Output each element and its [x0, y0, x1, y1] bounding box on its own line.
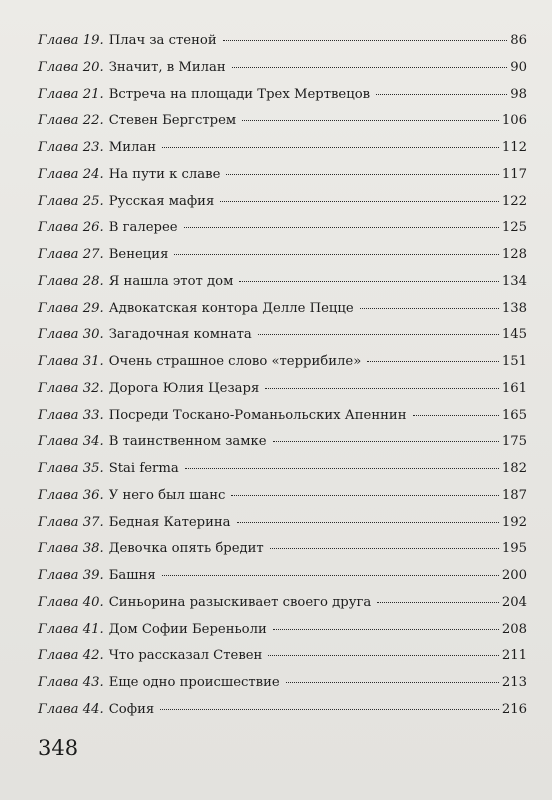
chapter-word: Глава — [38, 113, 79, 129]
chapter-page: 86 — [510, 33, 527, 48]
chapter-number: 35 — [82, 461, 100, 476]
chapter-label: Глава 21. — [38, 86, 104, 102]
chapter-title: Башня — [108, 568, 156, 583]
chapter-label: Глава 34. — [38, 434, 104, 450]
chapter-word: Глава — [38, 193, 79, 209]
toc-entry — [38, 349, 527, 376]
chapter-number: 38 — [82, 541, 100, 557]
toc-entry — [38, 483, 527, 510]
chapter-page: 216 — [501, 701, 527, 717]
chapter-page: 208 — [501, 621, 527, 637]
dot-leader — [239, 281, 498, 282]
chapter-word: Глава — [38, 220, 79, 236]
chapter-title: Загадочная комната — [108, 327, 252, 343]
toc-entry — [38, 510, 527, 537]
chapter-title: Посреди Тоскано-Романьольских Апеннин — [108, 407, 407, 423]
chapter-word: Глава — [38, 434, 79, 450]
chapter-label: Глава 36. — [38, 487, 104, 503]
chapter-number: 33 — [82, 407, 100, 423]
chapter-page: 213 — [501, 675, 527, 690]
chapter-number: 44 — [82, 701, 100, 717]
toc-entry — [38, 296, 527, 323]
chapter-number: 20 — [82, 59, 100, 75]
chapter-number: 32 — [82, 380, 100, 396]
chapter-label: Глава 35. — [38, 461, 104, 476]
toc-entry — [38, 135, 527, 162]
chapter-number: 30 — [82, 327, 100, 343]
chapter-title: Стевен Бергстрем — [108, 113, 237, 129]
chapter-title: В галерее — [108, 220, 178, 236]
dot-leader — [270, 548, 499, 549]
dot-leader — [174, 254, 498, 255]
chapter-label: Глава 29. — [38, 300, 104, 316]
chapter-label: Глава 33. — [38, 407, 104, 423]
chapter-label: Глава 28. — [38, 273, 104, 289]
toc-entry — [38, 456, 527, 483]
chapter-number: 19 — [82, 33, 100, 48]
chapter-label: Глава 40. — [38, 594, 104, 610]
toc-entry — [38, 28, 527, 55]
chapter-label: Глава 22. — [38, 113, 104, 129]
chapter-page: 145 — [501, 327, 527, 343]
chapter-page: 211 — [501, 648, 527, 664]
chapter-page: 98 — [510, 86, 527, 102]
dot-leader — [265, 388, 499, 389]
toc-entry — [38, 55, 527, 82]
dot-leader — [237, 522, 499, 523]
chapter-title: Еще одно происшествие — [108, 675, 280, 690]
chapter-number: 27 — [82, 247, 100, 262]
chapter-title: Бедная Катерина — [108, 514, 231, 530]
chapter-number: 24 — [82, 166, 100, 182]
dot-leader — [268, 655, 498, 656]
chapter-word: Глава — [38, 247, 79, 262]
chapter-title: В таинственном замке — [108, 434, 267, 450]
dot-leader — [184, 227, 499, 228]
chapter-label: Глава 42. — [38, 648, 104, 664]
chapter-label: Глава 44. — [38, 701, 104, 717]
chapter-label: Глава 32. — [38, 380, 104, 396]
chapter-word: Глава — [38, 594, 79, 610]
chapter-number: 29 — [82, 300, 100, 316]
chapter-label: Глава 23. — [38, 140, 104, 155]
toc-entry — [38, 643, 527, 670]
chapter-word: Глава — [38, 33, 79, 48]
chapter-page: 125 — [501, 220, 527, 236]
toc-entry — [38, 670, 527, 697]
chapter-number: 43 — [82, 675, 100, 690]
chapter-label: Глава 20. — [38, 59, 104, 75]
dot-leader — [242, 120, 499, 121]
chapter-number: 28 — [82, 273, 100, 289]
chapter-title: Плач за стеной — [108, 33, 217, 48]
dot-leader — [258, 334, 499, 335]
dot-leader — [160, 709, 499, 710]
chapter-number: 21 — [82, 86, 100, 102]
chapter-label: Глава 27. — [38, 247, 104, 262]
toc-entry — [38, 189, 527, 216]
chapter-word: Глава — [38, 487, 79, 503]
dot-leader — [376, 94, 507, 95]
chapter-number: 39 — [82, 568, 100, 583]
chapter-page: 90 — [510, 59, 527, 75]
chapter-number: 23 — [82, 140, 100, 155]
dot-leader — [226, 174, 498, 175]
chapter-word: Глава — [38, 541, 79, 557]
dot-leader — [162, 147, 499, 148]
chapter-title: Милан — [108, 140, 157, 155]
chapter-title: Дом Софии Береньоли — [108, 621, 267, 637]
chapter-word: Глава — [38, 621, 79, 637]
chapter-page: 128 — [501, 247, 527, 262]
table-of-contents — [38, 28, 527, 724]
chapter-page: 106 — [501, 113, 527, 129]
chapter-word: Глава — [38, 514, 79, 530]
chapter-label: Глава 19. — [38, 33, 104, 48]
toc-entry — [38, 563, 527, 590]
chapter-label: Глава 41. — [38, 621, 104, 637]
chapter-word: Глава — [38, 86, 79, 102]
chapter-title: Русская мафия — [108, 193, 215, 209]
chapter-page: 187 — [501, 487, 527, 503]
chapter-number: 40 — [82, 594, 100, 610]
chapter-title: Венеция — [108, 247, 169, 262]
toc-entry — [38, 162, 527, 189]
chapter-number: 41 — [82, 621, 100, 637]
chapter-title: Что рассказал Стевен — [108, 648, 263, 664]
dot-leader — [413, 415, 499, 416]
page-number: 348 — [38, 736, 79, 760]
chapter-page: 117 — [501, 166, 527, 182]
chapter-word: Глава — [38, 701, 79, 717]
chapter-word: Глава — [38, 140, 79, 155]
toc-entry — [38, 242, 527, 269]
dot-leader — [220, 201, 499, 202]
toc-entry — [38, 82, 527, 109]
dot-leader — [185, 468, 499, 469]
chapter-word: Глава — [38, 300, 79, 316]
dot-leader — [273, 441, 499, 442]
toc-entry — [38, 403, 527, 430]
chapter-label: Глава 43. — [38, 675, 104, 690]
chapter-number: 37 — [82, 514, 100, 530]
toc-entry — [38, 269, 527, 296]
toc-entry — [38, 108, 527, 135]
dot-leader — [273, 629, 499, 630]
dot-leader — [231, 495, 498, 496]
chapter-label: Глава 31. — [38, 354, 104, 369]
dot-leader — [286, 682, 499, 683]
chapter-page: 175 — [501, 434, 527, 450]
chapter-page: 122 — [501, 193, 527, 209]
chapter-word: Глава — [38, 59, 79, 75]
chapter-number: 36 — [82, 487, 100, 503]
chapter-word: Глава — [38, 648, 79, 664]
chapter-word: Глава — [38, 407, 79, 423]
chapter-number: 22 — [82, 113, 100, 129]
chapter-number: 31 — [82, 354, 100, 369]
dot-leader — [377, 602, 499, 603]
toc-entry — [38, 215, 527, 242]
chapter-title: На пути к славе — [108, 166, 221, 182]
chapter-title: Дорога Юлия Цезаря — [108, 380, 260, 396]
chapter-label: Глава 25. — [38, 193, 104, 209]
chapter-page: 195 — [501, 541, 527, 557]
chapter-title: Stai ferma — [108, 461, 179, 476]
chapter-word: Глава — [38, 675, 79, 690]
chapter-label: Глава 26. — [38, 220, 104, 236]
chapter-title: Значит, в Милан — [108, 59, 226, 75]
chapter-title: Очень страшное слово «террибиле» — [108, 354, 362, 369]
chapter-page: 165 — [501, 407, 527, 423]
chapter-number: 34 — [82, 434, 100, 450]
chapter-page: 138 — [501, 300, 527, 316]
chapter-title: Синьорина разыскивает своего друга — [108, 594, 372, 610]
chapter-number: 42 — [82, 648, 100, 664]
chapter-word: Глава — [38, 568, 79, 583]
chapter-word: Глава — [38, 380, 79, 396]
toc-entry — [38, 429, 527, 456]
toc-entry — [38, 590, 527, 617]
chapter-word: Глава — [38, 354, 79, 369]
chapter-title: Встреча на площади Трех Мертвецов — [108, 86, 371, 102]
toc-entry — [38, 697, 527, 724]
chapter-word: Глава — [38, 327, 79, 343]
chapter-number: 25 — [82, 193, 100, 209]
chapter-label: Глава 39. — [38, 568, 104, 583]
dot-leader — [223, 40, 508, 41]
toc-entry — [38, 536, 527, 563]
chapter-page: 112 — [501, 140, 527, 155]
toc-entry — [38, 617, 527, 644]
chapter-title: У него был шанс — [108, 487, 226, 503]
toc-entry — [38, 322, 527, 349]
dot-leader — [367, 361, 499, 362]
chapter-page: 182 — [501, 461, 527, 476]
chapter-number: 26 — [82, 220, 100, 236]
chapter-page: 134 — [501, 273, 527, 289]
dot-leader — [162, 575, 499, 576]
chapter-page: 161 — [501, 380, 527, 396]
chapter-page: 192 — [501, 514, 527, 530]
chapter-title: София — [108, 701, 155, 717]
chapter-page: 204 — [501, 594, 527, 610]
dot-leader — [360, 308, 499, 309]
chapter-page: 151 — [501, 354, 527, 369]
chapter-label: Глава 30. — [38, 327, 104, 343]
chapter-word: Глава — [38, 166, 79, 182]
chapter-page: 200 — [501, 568, 527, 583]
chapter-title: Адвокатская контора Делле Пецце — [108, 300, 354, 316]
dot-leader — [232, 67, 508, 68]
chapter-title: Девочка опять бредит — [108, 541, 264, 557]
chapter-title: Я нашла этот дом — [108, 273, 234, 289]
chapter-label: Глава 24. — [38, 166, 104, 182]
toc-entry — [38, 376, 527, 403]
chapter-word: Глава — [38, 461, 79, 476]
chapter-label: Глава 37. — [38, 514, 104, 530]
chapter-word: Глава — [38, 273, 79, 289]
chapter-label: Глава 38. — [38, 541, 104, 557]
